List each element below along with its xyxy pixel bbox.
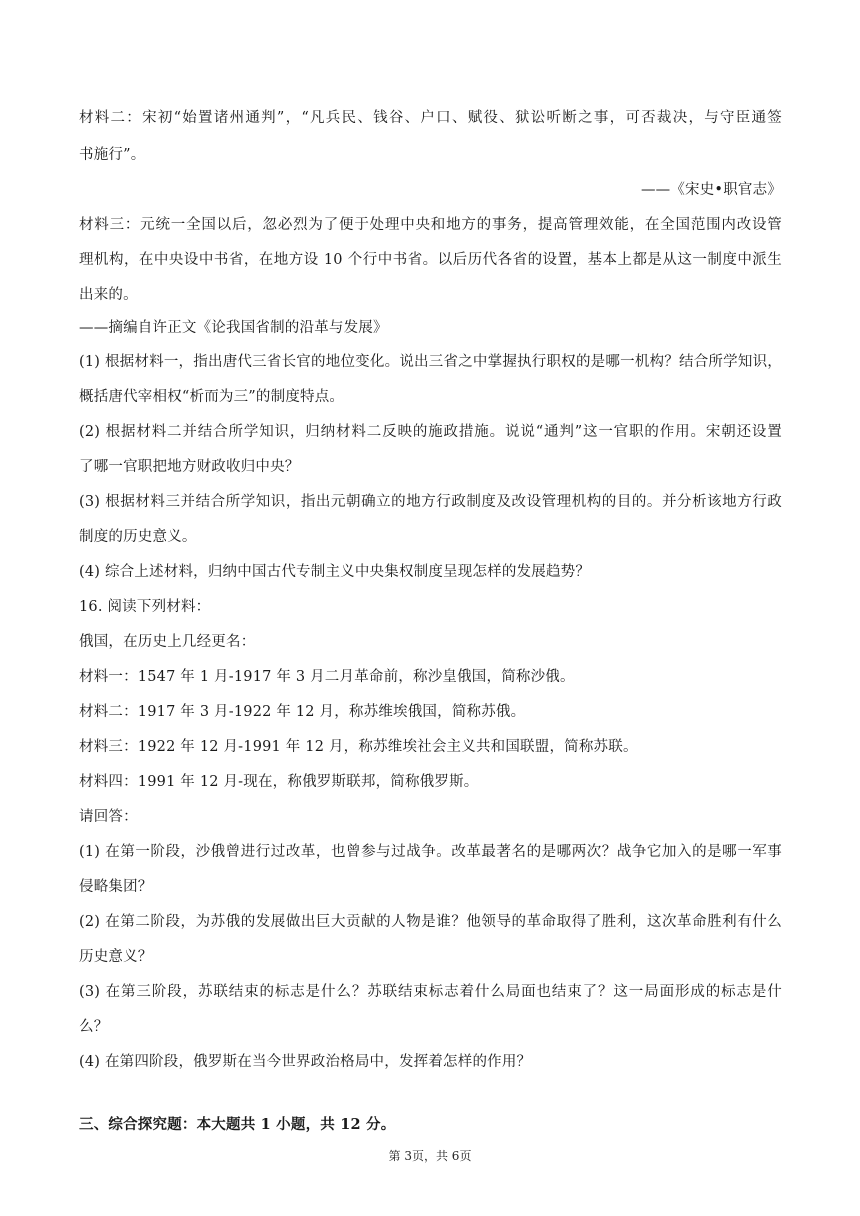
question-16-1-line-1: (1) 在第一阶段，沙俄曾进行过改革，也曾参与过战争。改革最著名的是哪两次？战争它加入的是哪一军事 [79, 844, 782, 860]
question-16-3-line-1: (3) 在第三阶段，苏联结束的标志是什么？苏联结束标志着什么局面也结束了？这一局面形成的标志是什 [79, 984, 782, 1000]
question-15-3-line-1: (3) 根据材料三并结合所学知识，指出元朝确立的地方行政制度及改设管理机构的目的。并分析该地方行政 [79, 494, 782, 510]
question-16-material-3: 材料三：1922 年 12 月-1991 年 12 月，称苏维埃社会主义共和国联盟，简称苏联。 [79, 739, 638, 755]
question-15-1-line-1: (1) 根据材料一，指出唐代三省长官的地位变化。说出三省之中掌握执行职权的是哪一机构？结合所学知识， [79, 354, 782, 370]
question-16-2-line-2: 历史意义？ [79, 949, 153, 965]
question-15-2-line-1: (2) 根据材料二并结合所学知识，归纳材料二反映的施政措施。说说“通判”这一官职的作用。宋朝还设置 [79, 424, 782, 440]
question-15-2-line-2: 了哪一官职把地方财政收归中央？ [79, 459, 300, 475]
question-16-material-4: 材料四：1991 年 12 月-现在，称俄罗斯联邦，简称俄罗斯。 [79, 774, 479, 790]
question-15-1-line-2: 概括唐代宰相权“析而为三”的制度特点。 [79, 389, 345, 405]
question-16-3-line-2: 么？ [79, 1019, 109, 1035]
page-footer: 第 3页，共 6页 [388, 1149, 472, 1163]
question-16-2-line-1: (2) 在第二阶段，为苏俄的发展做出巨大贡献的人物是谁？他领导的革命取得了胜利，这次革命胜利有什么 [79, 914, 782, 930]
material-3-source: ——摘编自许正文《论我国省制的沿革与发展》 [79, 320, 388, 336]
material-3-line-3: 出来的。 [79, 287, 138, 303]
question-16-material-1: 材料一：1547 年 1 月-1917 年 3 月二月革命前，称沙皇俄国，简称沙俄。 [79, 669, 575, 685]
question-16-4: (4) 在第四阶段，俄罗斯在当今世界政治格局中，发挥着怎样的作用？ [79, 1054, 532, 1070]
question-16-material-2: 材料二：1917 年 3 月-1922 年 12 月，称苏维埃俄国，简称苏俄。 [79, 704, 526, 720]
question-16-heading: 16. 阅读下列材料： [79, 599, 211, 615]
material-3-line-1: 材料三：元统一全国以后，忽必烈为了便于处理中央和地方的事务，提高管理效能，在全国范围内改设管 [79, 217, 782, 233]
question-16-1-line-2: 侵略集团？ [79, 879, 153, 895]
material-2-line-2: 书施行”。 [79, 147, 146, 163]
question-15-3-line-2: 制度的历史意义。 [79, 529, 197, 545]
question-16-prompt: 请回答： [79, 809, 138, 825]
material-2-source: ——《宋史•职官志》 [640, 182, 782, 198]
material-2-line-1: 材料二：宋初“始置诸州通判”，“凡兵民、钱谷、户口、赋役、狱讼听断之事，可否裁决，与守臣通签 [79, 110, 782, 126]
question-15-4: (4) 综合上述材料，归纳中国古代专制主义中央集权制度呈现怎样的发展趋势？ [79, 564, 591, 580]
question-16-intro: 俄国，在历史上几经更名： [79, 634, 256, 650]
section-3-heading: 三、综合探究题：本大题共 1 小题，共 12 分。 [79, 1116, 396, 1133]
material-3-line-2: 理机构，在中央设中书省，在地方设 10 个行中书省。以后历代各省的设置，基本上都是从这一制度中派生 [79, 252, 782, 268]
